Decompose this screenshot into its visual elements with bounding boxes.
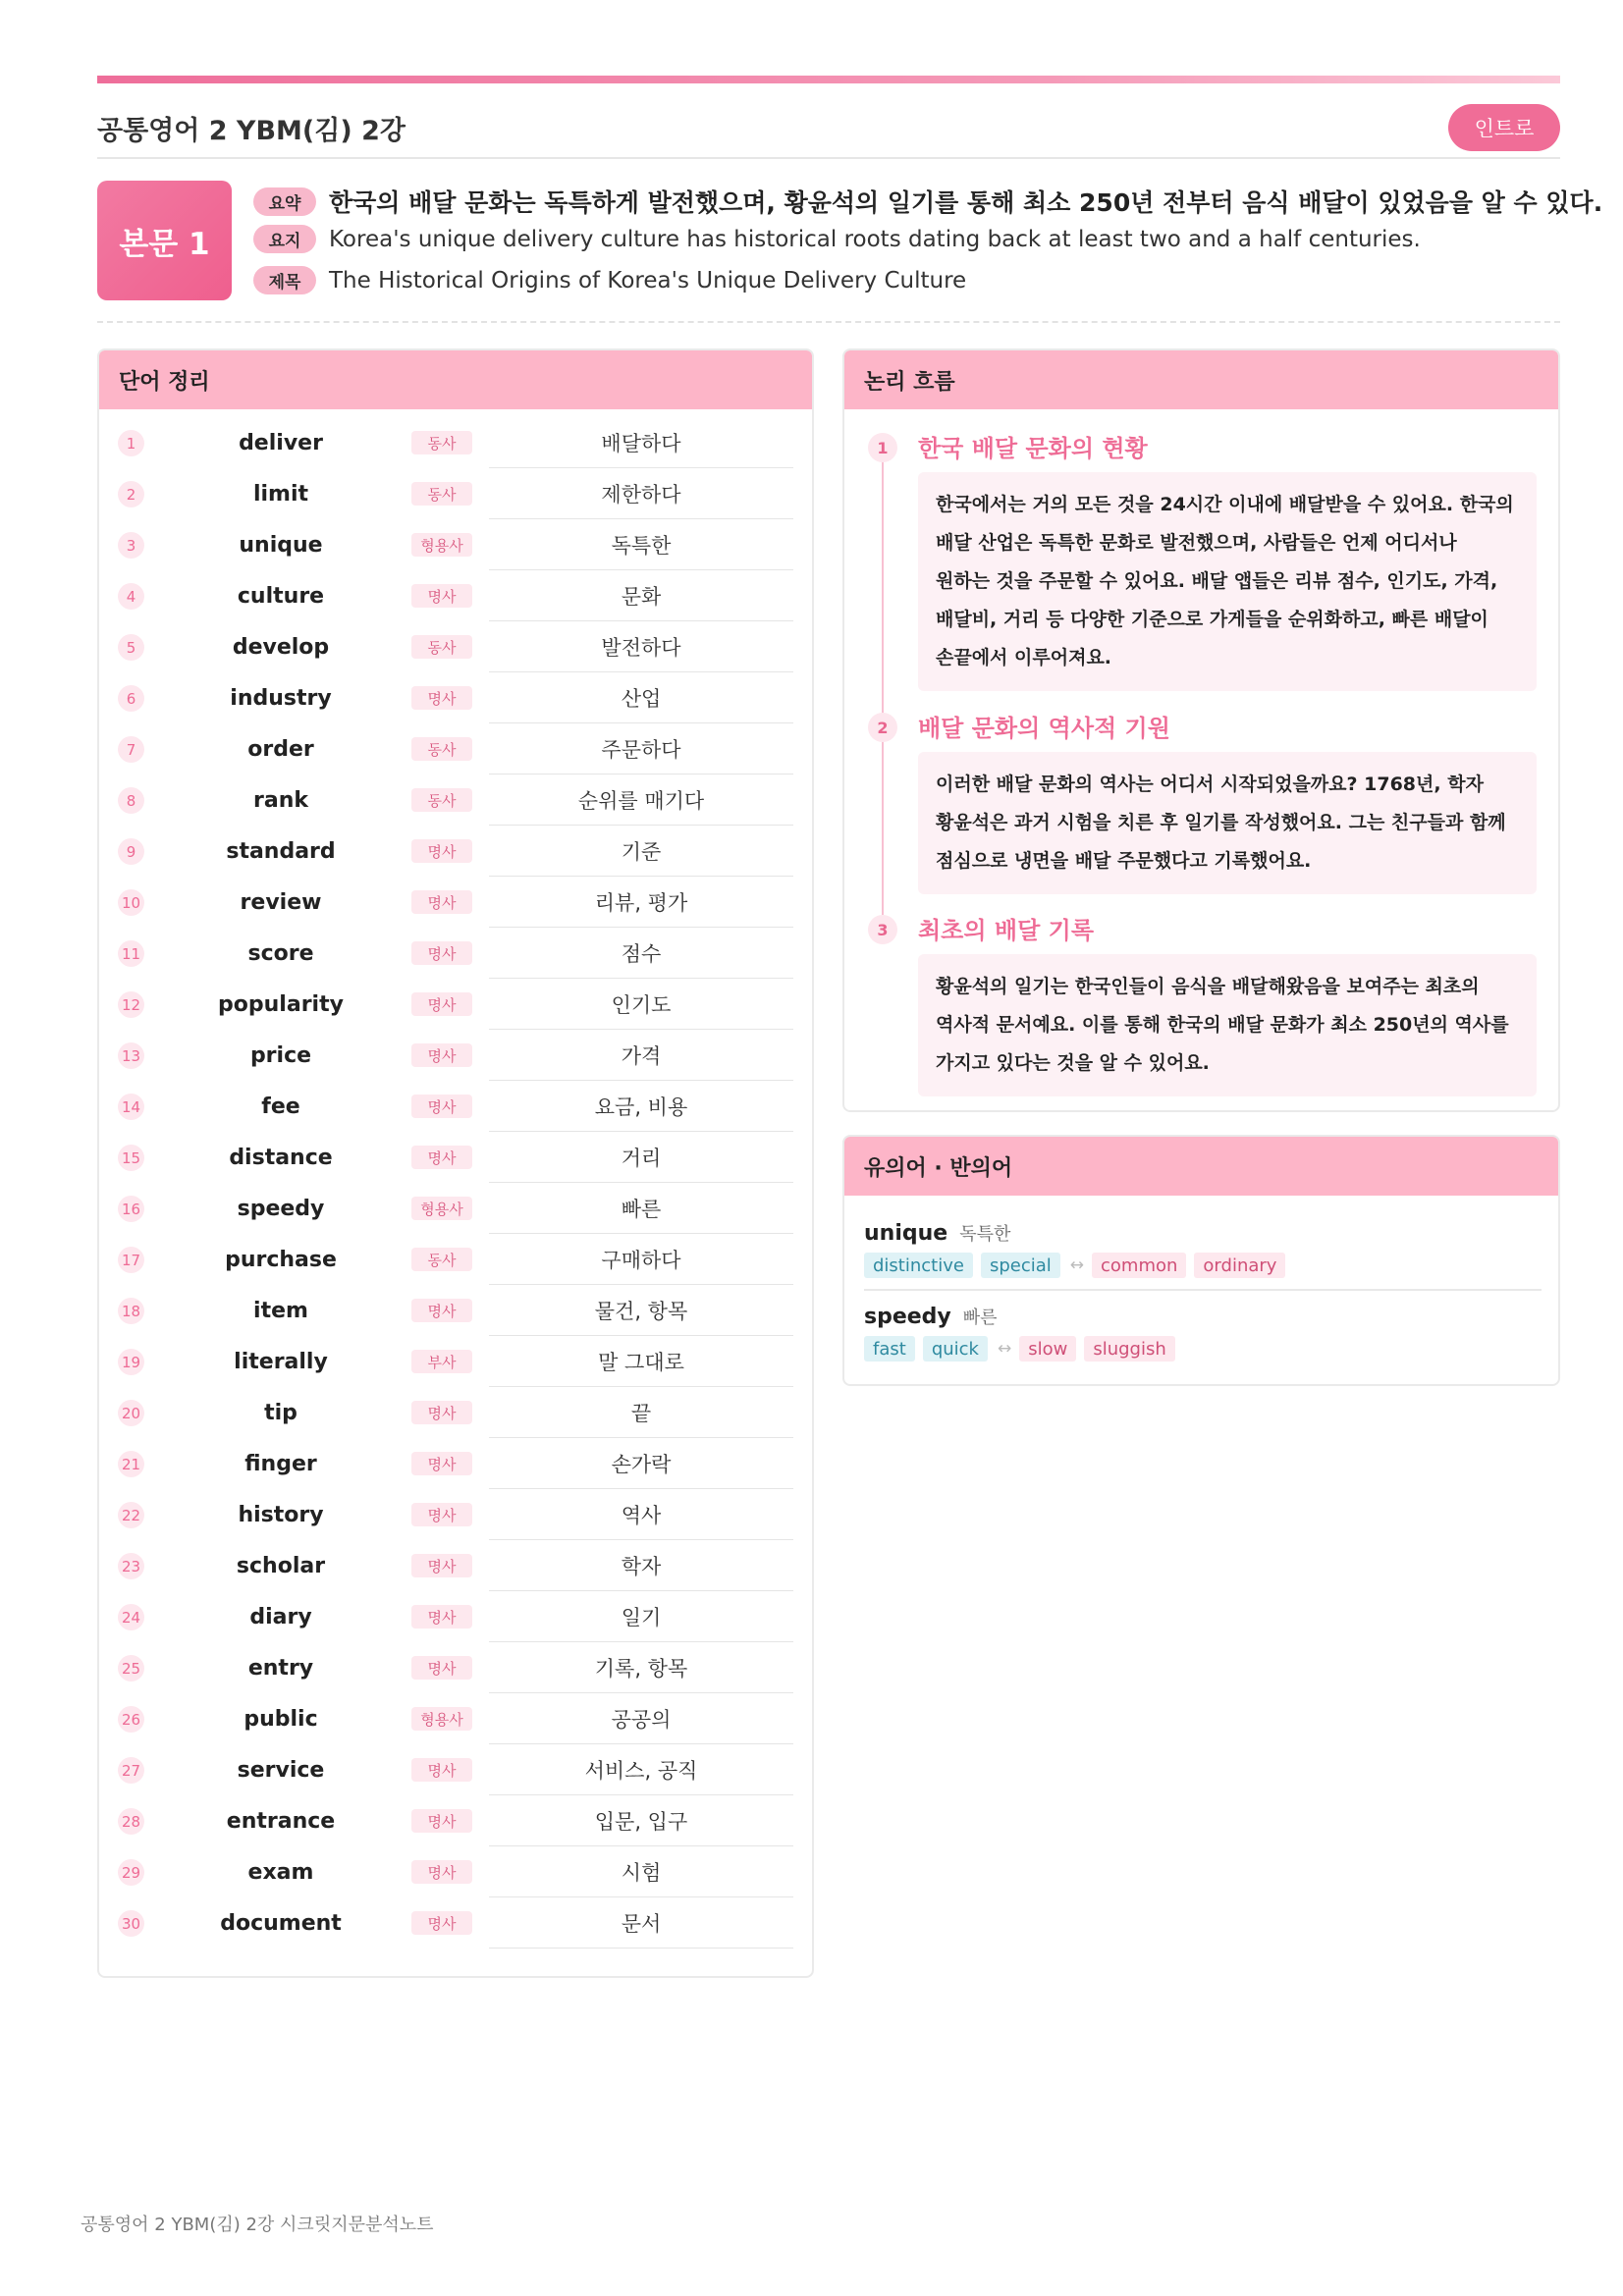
vocab-row xyxy=(99,1693,812,1744)
antonym-chip: sluggish xyxy=(1084,1336,1174,1362)
page-header xyxy=(97,98,1560,159)
part-of-speech-badge: 명사 xyxy=(411,1656,472,1680)
vocab-row xyxy=(99,672,812,723)
part-of-speech-badge: 형용사 xyxy=(411,1707,472,1731)
vocab-number: 22 xyxy=(118,1502,144,1528)
vocab-row xyxy=(99,1795,812,1846)
part-of-speech-badge: 명사 xyxy=(411,1911,472,1935)
vocab-number: 20 xyxy=(118,1400,144,1426)
vocab-row xyxy=(99,979,812,1030)
vocab-word: popularity xyxy=(218,991,344,1017)
part-of-speech-badge: 명사 xyxy=(411,686,472,710)
vocab-meaning: 끝 xyxy=(489,1387,793,1438)
page-footer: 공통영어 2 YBM(김) 2강 시크릿지문분석노트 xyxy=(81,2215,434,2235)
part-of-speech-badge: 동사 xyxy=(411,482,472,506)
summary-row xyxy=(253,184,1602,219)
vocab-number: 1 xyxy=(118,430,144,456)
flow-step-title: 배달 문화의 역사적 기원 xyxy=(918,715,1170,742)
part-of-speech-badge: 명사 xyxy=(411,1758,472,1782)
antonym-chip: ordinary xyxy=(1194,1253,1285,1278)
page-title: 공통영어 2 YBM(김) 2강 xyxy=(97,115,406,146)
vocab-number: 30 xyxy=(118,1910,144,1937)
vocab-word: distance xyxy=(229,1145,333,1170)
gist-row xyxy=(253,225,1421,253)
vocab-word: entrance xyxy=(226,1808,336,1834)
antonym-chip: slow xyxy=(1019,1336,1076,1362)
vocab-word: price xyxy=(249,1042,312,1068)
flow-step-content xyxy=(918,472,1537,691)
vocab-meaning: 일기 xyxy=(489,1591,793,1642)
vocab-meaning: 기준 xyxy=(489,826,793,877)
flow-step-line: 원하는 것을 주문할 수 있어요. 배달 앱들은 리뷰 점수, 인기도, 가격, xyxy=(936,570,1498,592)
vocab-meaning: 인기도 xyxy=(489,979,793,1030)
vocab-number: 6 xyxy=(118,685,144,712)
synonym-chip: special xyxy=(981,1253,1060,1278)
synonym-chip: fast xyxy=(864,1336,915,1362)
part-of-speech-badge: 명사 xyxy=(411,992,472,1016)
top-accent-bar xyxy=(97,76,1560,83)
part-of-speech-badge: 동사 xyxy=(411,737,472,761)
vocab-meaning: 물건, 항목 xyxy=(489,1285,793,1336)
word-chips xyxy=(864,1253,1542,1278)
synonym-entry xyxy=(864,1220,1542,1278)
vocab-row xyxy=(99,621,812,672)
vocab-number: 12 xyxy=(118,991,144,1018)
vocab-number: 17 xyxy=(118,1247,144,1273)
vocab-number: 27 xyxy=(118,1757,144,1784)
vocab-row xyxy=(99,570,812,621)
vocab-number: 11 xyxy=(118,940,144,967)
vocab-word: fee xyxy=(261,1094,300,1119)
vocab-word: unique xyxy=(239,532,323,558)
vocab-row xyxy=(99,1387,812,1438)
vocab-number: 15 xyxy=(118,1145,144,1171)
vocab-meaning: 배달하다 xyxy=(489,417,793,468)
part-of-speech-badge: 동사 xyxy=(411,1248,472,1271)
flow-step-line: 한국에서는 거의 모든 것을 24시간 이내에 배달받을 수 있어요. 한국의 xyxy=(936,494,1514,515)
part-of-speech-badge: 형용사 xyxy=(411,533,472,557)
flow-step-line: 배달 산업은 독특한 문화로 발전했으며, 사람들은 언제 어디서나 xyxy=(936,532,1457,554)
vocab-meaning: 서비스, 공직 xyxy=(489,1744,793,1795)
vocab-row xyxy=(99,1234,812,1285)
vocab-row xyxy=(99,468,812,519)
flow-step-line: 황윤석은 과거 시험을 치른 후 일기를 작성했어요. 그는 친구들과 함께 xyxy=(936,812,1506,833)
vocab-meaning: 입문, 입구 xyxy=(489,1795,793,1846)
synonym-chip: distinctive xyxy=(864,1253,973,1278)
vocab-meaning: 시험 xyxy=(489,1846,793,1897)
vocab-row xyxy=(99,1591,812,1642)
vocab-number: 14 xyxy=(118,1094,144,1120)
vocab-word: speedy xyxy=(237,1196,325,1221)
vocab-meaning: 문서 xyxy=(489,1897,793,1949)
part-of-speech-badge: 형용사 xyxy=(411,1197,472,1220)
vocab-panel xyxy=(97,348,814,1978)
vocab-meaning: 손가락 xyxy=(489,1438,793,1489)
vocab-number: 8 xyxy=(118,787,144,814)
vocab-meaning: 요금, 비용 xyxy=(489,1081,793,1132)
summary-section xyxy=(97,181,1603,323)
vocab-number: 4 xyxy=(118,583,144,610)
vocab-number: 21 xyxy=(118,1451,144,1477)
synonym-chip: quick xyxy=(923,1336,988,1362)
vocab-meaning: 문화 xyxy=(489,570,793,621)
part-of-speech-badge: 명사 xyxy=(411,1605,472,1629)
vocab-word: limit xyxy=(252,481,309,507)
part-of-speech-badge: 명사 xyxy=(411,584,472,608)
intro-badge: 인트로 xyxy=(1448,104,1560,151)
gist-text: Korea's unique delivery culture has historical roots dating back at least two and a half centuries. xyxy=(329,226,1421,252)
flow-step-title: 한국 배달 문화의 현황 xyxy=(918,435,1148,462)
antonym-arrow-icon: ↔ xyxy=(1069,1255,1085,1275)
flow-step-line: 가지고 있다는 것을 알 수 있어요. xyxy=(936,1052,1210,1074)
vocab-meaning: 거리 xyxy=(489,1132,793,1183)
vocab-word: tip xyxy=(264,1400,298,1425)
part-of-speech-badge: 명사 xyxy=(411,1095,472,1118)
part-of-speech-badge: 동사 xyxy=(411,635,472,659)
vocab-meaning: 말 그대로 xyxy=(489,1336,793,1387)
vocab-row xyxy=(99,1336,812,1387)
part-of-speech-badge: 명사 xyxy=(411,839,472,863)
vocab-word: review xyxy=(240,889,322,915)
part-of-speech-badge: 명사 xyxy=(411,1146,472,1169)
flow-step-line: 손끝에서 이루어져요. xyxy=(936,647,1112,668)
vocab-row xyxy=(99,1285,812,1336)
part-of-speech-badge: 명사 xyxy=(411,1401,472,1424)
summary-text: 한국의 배달 문화는 독특하게 발전했으며, 황윤석의 일기를 통해 최소 250년 전부터 음식 배달이 있었음을 알 수 있다. xyxy=(329,188,1603,217)
vocab-meaning: 점수 xyxy=(489,928,793,979)
vocab-meaning: 산업 xyxy=(489,672,793,723)
synonym-divider xyxy=(864,1289,1542,1291)
vocab-meaning: 제한하다 xyxy=(489,468,793,519)
synonym-antonym-title: 유의어 · 반의어 xyxy=(844,1137,1558,1196)
vocab-word: scholar xyxy=(236,1553,326,1578)
vocab-row xyxy=(99,877,812,928)
vocab-row xyxy=(99,1489,812,1540)
part-of-speech-badge: 명사 xyxy=(411,1043,472,1067)
headword: speedy xyxy=(864,1305,951,1329)
vocab-row xyxy=(99,417,812,468)
vocab-word: literally xyxy=(234,1349,328,1374)
word-chips xyxy=(864,1336,1542,1362)
flow-step-number: 3 xyxy=(868,915,897,944)
vocab-number: 19 xyxy=(118,1349,144,1375)
synonym-entry-head xyxy=(864,1220,1542,1246)
vocab-word: culture xyxy=(237,583,325,609)
vocab-number: 29 xyxy=(118,1859,144,1886)
vocab-meaning: 기록, 항목 xyxy=(489,1642,793,1693)
vocab-meaning: 리뷰, 평가 xyxy=(489,877,793,928)
vocab-row xyxy=(99,826,812,877)
flow-step-number: 1 xyxy=(868,433,897,462)
vocab-number: 26 xyxy=(118,1706,144,1733)
vocab-word: finger xyxy=(244,1451,317,1476)
vocab-meaning: 발전하다 xyxy=(489,621,793,672)
vocab-meaning: 독특한 xyxy=(489,519,793,570)
flow-step-line: 황윤석의 일기는 한국인들이 음식을 배달해왔음을 보여주는 최초의 xyxy=(936,976,1480,997)
part-of-speech-badge: 명사 xyxy=(411,941,472,965)
vocab-meaning: 공공의 xyxy=(489,1693,793,1744)
vocab-number: 7 xyxy=(118,736,144,763)
vocab-number: 5 xyxy=(118,634,144,661)
vocab-word: entry xyxy=(247,1655,314,1681)
vocab-meaning: 학자 xyxy=(489,1540,793,1591)
vocab-row xyxy=(99,1744,812,1795)
vocab-number: 18 xyxy=(118,1298,144,1324)
synonym-entry xyxy=(864,1304,1542,1362)
flow-step-line: 점심으로 냉면을 배달 주문했다고 기록했어요. xyxy=(936,850,1312,872)
vocab-word: score xyxy=(247,940,314,966)
summary-tag: 요약 xyxy=(253,187,316,216)
part-of-speech-badge: 동사 xyxy=(411,788,472,812)
headword: unique xyxy=(864,1221,948,1246)
vocab-panel-title: 단어 정리 xyxy=(99,350,812,409)
part-of-speech-badge: 부사 xyxy=(411,1350,472,1373)
headword-meaning: 독특한 xyxy=(959,1224,1011,1245)
part-of-speech-badge: 명사 xyxy=(411,1809,472,1833)
vocab-word: document xyxy=(220,1910,342,1936)
vocab-row xyxy=(99,1030,812,1081)
vocab-number: 13 xyxy=(118,1042,144,1069)
vocab-number: 24 xyxy=(118,1604,144,1630)
vocab-number: 28 xyxy=(118,1808,144,1835)
vocab-number: 25 xyxy=(118,1655,144,1682)
vocab-row xyxy=(99,723,812,774)
synonym-antonym-panel xyxy=(842,1135,1560,1386)
vocab-word: exam xyxy=(247,1859,314,1885)
antonym-arrow-icon: ↔ xyxy=(997,1339,1012,1359)
section-label: 본문 1 xyxy=(97,181,232,300)
vocab-meaning: 구매하다 xyxy=(489,1234,793,1285)
vocab-number: 2 xyxy=(118,481,144,507)
vocab-word: item xyxy=(253,1298,308,1323)
logic-flow-panel xyxy=(842,348,1560,1112)
vocab-word: deliver xyxy=(239,430,323,455)
gist-tag: 요지 xyxy=(253,225,316,253)
vocab-row xyxy=(99,1183,812,1234)
vocab-row xyxy=(99,1642,812,1693)
vocab-row xyxy=(99,774,812,826)
vocab-row xyxy=(99,1438,812,1489)
vocab-row xyxy=(99,1540,812,1591)
vocab-row xyxy=(99,1897,812,1949)
vocab-meaning: 주문하다 xyxy=(489,723,793,774)
part-of-speech-badge: 명사 xyxy=(411,1503,472,1526)
vocab-number: 10 xyxy=(118,889,144,916)
vocab-word: purchase xyxy=(225,1247,337,1272)
vocab-number: 23 xyxy=(118,1553,144,1579)
vocab-number: 9 xyxy=(118,838,144,865)
vocab-word: order xyxy=(247,736,314,762)
vocab-row xyxy=(99,519,812,570)
flow-connector-line xyxy=(882,444,884,915)
part-of-speech-badge: 명사 xyxy=(411,1860,472,1884)
vocab-meaning: 빠른 xyxy=(489,1183,793,1234)
vocab-meaning: 역사 xyxy=(489,1489,793,1540)
antonym-chip: common xyxy=(1092,1253,1186,1278)
vocab-word: diary xyxy=(249,1604,312,1629)
logic-flow-title: 논리 흐름 xyxy=(844,350,1558,409)
vocab-word: rank xyxy=(253,787,308,813)
vocab-word: develop xyxy=(232,634,330,660)
flow-step-title: 최초의 배달 기록 xyxy=(918,917,1094,944)
headword-meaning: 빠른 xyxy=(962,1308,998,1328)
flow-step-line: 역사적 문서예요. 이를 통해 한국의 배달 문화가 최소 250년의 역사를 xyxy=(936,1014,1509,1036)
synonym-entry-head xyxy=(864,1304,1542,1329)
flow-step-line: 이러한 배달 문화의 역사는 어디서 시작되었을까요? 1768년, 학자 xyxy=(936,774,1484,795)
flow-step-number: 2 xyxy=(868,713,897,742)
vocab-number: 16 xyxy=(118,1196,144,1222)
vocab-row xyxy=(99,1132,812,1183)
vocab-meaning: 순위를 매기다 xyxy=(489,774,793,826)
vocab-row xyxy=(99,1081,812,1132)
flow-step-line: 배달비, 거리 등 다양한 기준으로 가게들을 순위화하고, 빠른 배달이 xyxy=(936,609,1488,630)
vocab-meaning: 가격 xyxy=(489,1030,793,1081)
vocab-row xyxy=(99,1846,812,1897)
vocab-word: standard xyxy=(226,838,336,864)
part-of-speech-badge: 명사 xyxy=(411,1452,472,1475)
vocab-row xyxy=(99,928,812,979)
title-text: The Historical Origins of Korea's Unique Delivery Culture xyxy=(329,267,967,294)
part-of-speech-badge: 동사 xyxy=(411,431,472,454)
vocab-word: service xyxy=(237,1757,325,1783)
vocab-number: 3 xyxy=(118,532,144,559)
part-of-speech-badge: 명사 xyxy=(411,1554,472,1577)
flow-step-content xyxy=(918,752,1537,894)
vocab-word: industry xyxy=(230,685,332,711)
title-tag: 제목 xyxy=(253,266,316,294)
vocab-word: public xyxy=(243,1706,318,1732)
flow-step-content xyxy=(918,954,1537,1096)
vocab-word: history xyxy=(238,1502,324,1527)
part-of-speech-badge: 명사 xyxy=(411,1299,472,1322)
vocab-list xyxy=(99,417,812,1949)
part-of-speech-badge: 명사 xyxy=(411,890,472,914)
title-row xyxy=(253,266,966,294)
